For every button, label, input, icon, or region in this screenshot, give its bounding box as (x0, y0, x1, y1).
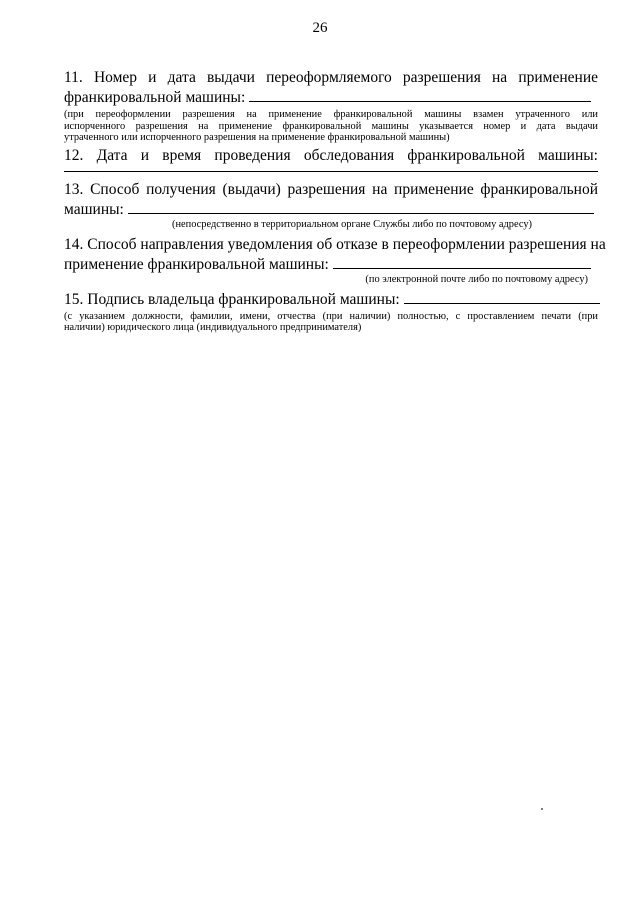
item-11-label: франкировальной машины: (64, 89, 246, 106)
item-12-blank-field[interactable] (64, 165, 598, 172)
item-11 (64, 68, 598, 144)
form-body (64, 68, 606, 334)
item-11-blank-field[interactable] (249, 87, 591, 102)
item-13-field-row (64, 199, 598, 219)
item-12 (64, 146, 598, 172)
item-11-note-1: (при переоформлении разрешения на применение франкировальной машины взамен утраченного или (64, 109, 598, 120)
item-15-note-2: наличии) юридического лица (индивидуального предпринимателя) (64, 322, 362, 333)
item-13-note: (непосредственно в территориальном органе Службы либо по почтовому адресу) (172, 218, 532, 230)
item-11-title: 11. Номер и дата выдачи переоформляемого разрешения на применение (64, 69, 598, 86)
item-15-label: 15. Подпись владельца франкировальной машины: (64, 290, 400, 308)
item-13-label: машины: (64, 200, 124, 218)
item-15-note-1: (с указанием должности, фамилии, имени, отчества (при наличии) полностью, с проставлением печати (при (64, 310, 598, 322)
item-11-field-row (64, 87, 598, 107)
page-number: 26 (312, 20, 328, 36)
item-15-signature-field[interactable] (404, 289, 600, 304)
item-13-blank-field[interactable] (128, 199, 594, 214)
item-13-title: 13. Способ получения (выдачи) разрешения на применение франкировальной (64, 180, 598, 198)
item-15 (64, 289, 598, 334)
scan-speck (541, 808, 543, 810)
item-14-label: применение франкировальной машины: (64, 255, 329, 273)
item-11-note-3: утраченного или испорченного разрешения на применение франкировальной машины) (64, 132, 450, 143)
item-13 (64, 180, 598, 231)
item-14-title: 14. Способ направления уведомления об отказе в переоформлении разрешения на (64, 235, 606, 253)
item-12-title: 12. Дата и время проведения обследования франкировальной машины: (64, 146, 598, 164)
item-14-field-row (64, 254, 598, 274)
item-11-note-2: испорченного разрешения на применение франкировальной машины указывается номер и дата выдачи (64, 120, 598, 132)
item-15-field-row (64, 289, 598, 309)
item-14-blank-field[interactable] (333, 254, 591, 269)
item-14 (64, 235, 606, 286)
item-14-note: (по электронной почте либо по почтовому адресу) (365, 273, 588, 285)
